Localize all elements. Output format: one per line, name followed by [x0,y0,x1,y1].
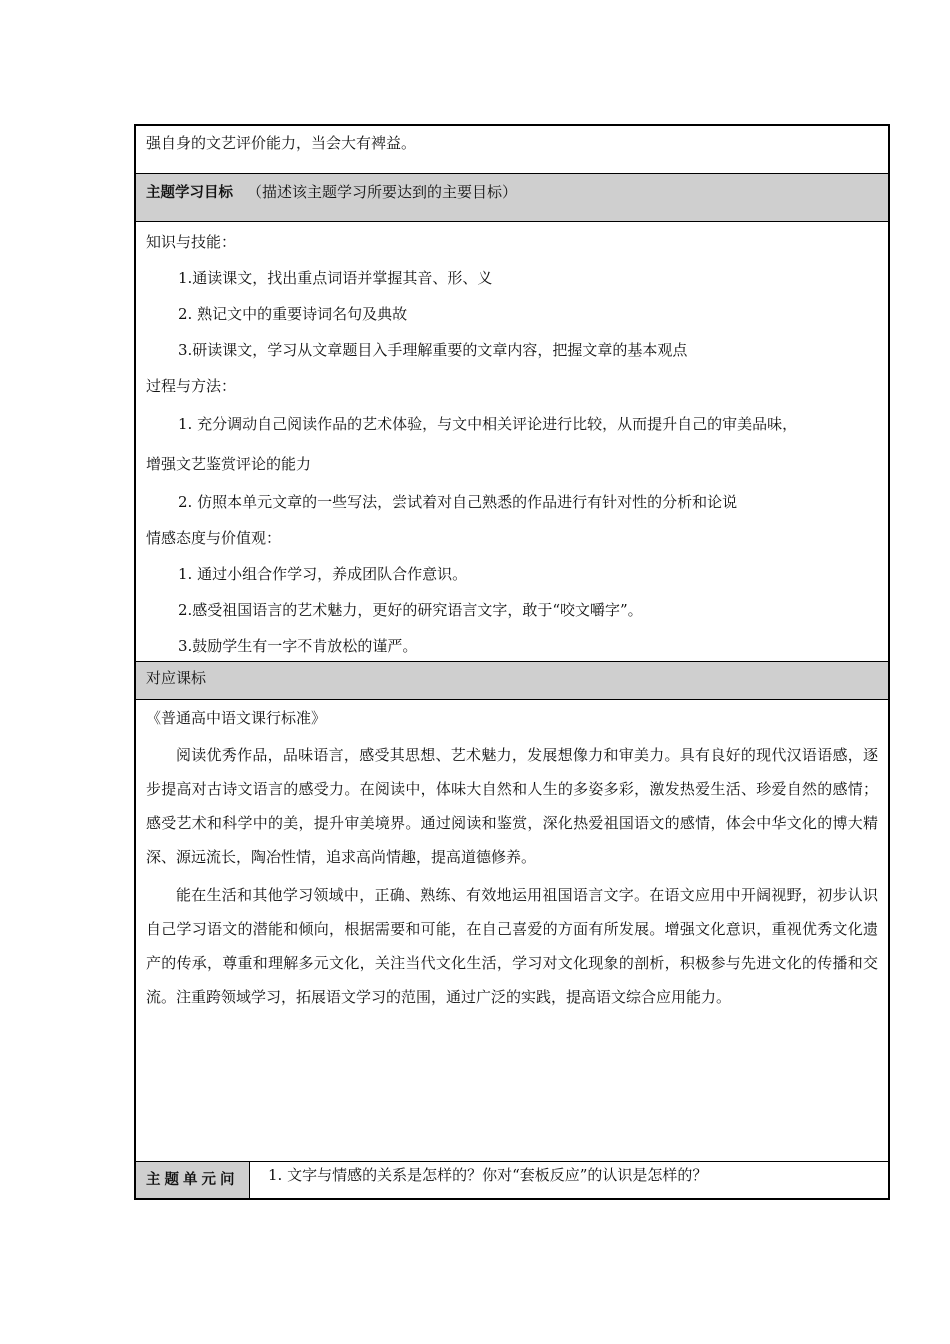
emotion-item: 1. 通过小组合作学习，养成团队合作意识。 [178,565,468,583]
lesson-plan-table [134,124,890,1200]
goals-header-row [136,174,888,222]
standards-header-row [136,662,888,700]
standards-paragraph: 能在生活和其他学习领域中，正确、熟练、有效地运用祖国语言文字。在语文应用中开阔视野，初步认识自己学习语文的潜能和倾向，根据需要和可能，在自己喜爱的方面有所发展。增强文化意识，重视优秀文化遗产的传承，尊重和理解多元文化，关注当代文化生活，学习对文化现象的剖析，积极参与先进文化的传播和交流。注重跨领域学习，拓展语文学习的范围，通过广泛的实践，提高语文综合应用能力。 [146,886,878,1006]
emotion-item: 3.鼓励学生有一字不肯放松的谨严。 [178,637,418,655]
emotion-item: 2.感受祖国语言的艺术魅力，更好的研究语言文字，敢于“咬文嚼字”。 [178,601,643,619]
unit-question-row [136,1162,888,1198]
knowledge-item: 2. 熟记文中的重要诗词名句及典故 [178,305,408,323]
process-item: 2. 仿照本单元文章的一些写法，尝试着对自己熟悉的作品进行有针对性的分析和论说 [178,493,738,511]
standards-row [136,700,888,1162]
process-item-continuation: 增强文艺鉴赏评论的能力 [146,455,312,473]
knowledge-item: 3.研读课文，学习从文章题目入手理解重要的文章内容，把握文章的基本观点 [178,341,688,359]
process-item: 1. 充分调动自己阅读作品的艺术体验，与文中相关评论进行比较，从而提升自己的审美品味， [178,415,798,433]
goals-row [136,222,888,662]
goals-header-note: （描述该主题学习所要达到的主要目标） [247,183,518,201]
emotion-title: 情感态度与价值观： [146,529,282,547]
intro-row [136,126,888,174]
unit-question-text: 1. 文字与情感的关系是怎样的？你对“套板反应”的认识是怎样的？ [268,1166,708,1184]
unit-question-label: 主题单元问 [136,1162,250,1198]
goals-header-title: 主题学习目标 [146,185,233,201]
knowledge-title: 知识与技能： [146,233,237,251]
knowledge-item: 1.通读课文，找出重点词语并掌握其音、形、义 [178,269,493,287]
process-title: 过程与方法： [146,377,237,395]
intro-text: 强自身的文艺评价能力，当会大有裨益。 [146,134,417,152]
standards-paragraph: 阅读优秀作品，品味语言，感受其思想、艺术魅力，发展想像力和审美力。具有良好的现代汉语语感，逐步提高对古诗文语言的感受力。在阅读中，体味大自然和人生的多姿多彩，激发热爱生活、珍爱自然的感情；感受艺术和科学中的美，提升审美境界。通过阅读和鉴赏，深化热爱祖国语文的感情，体会中华文化的博大精深、源远流长，陶冶性情，追求高尚情趣，提高道德修养。 [146,746,878,866]
standards-book-title: 《普通高中语文课行标准》 [146,709,327,727]
standards-header: 对应课标 [146,669,207,687]
